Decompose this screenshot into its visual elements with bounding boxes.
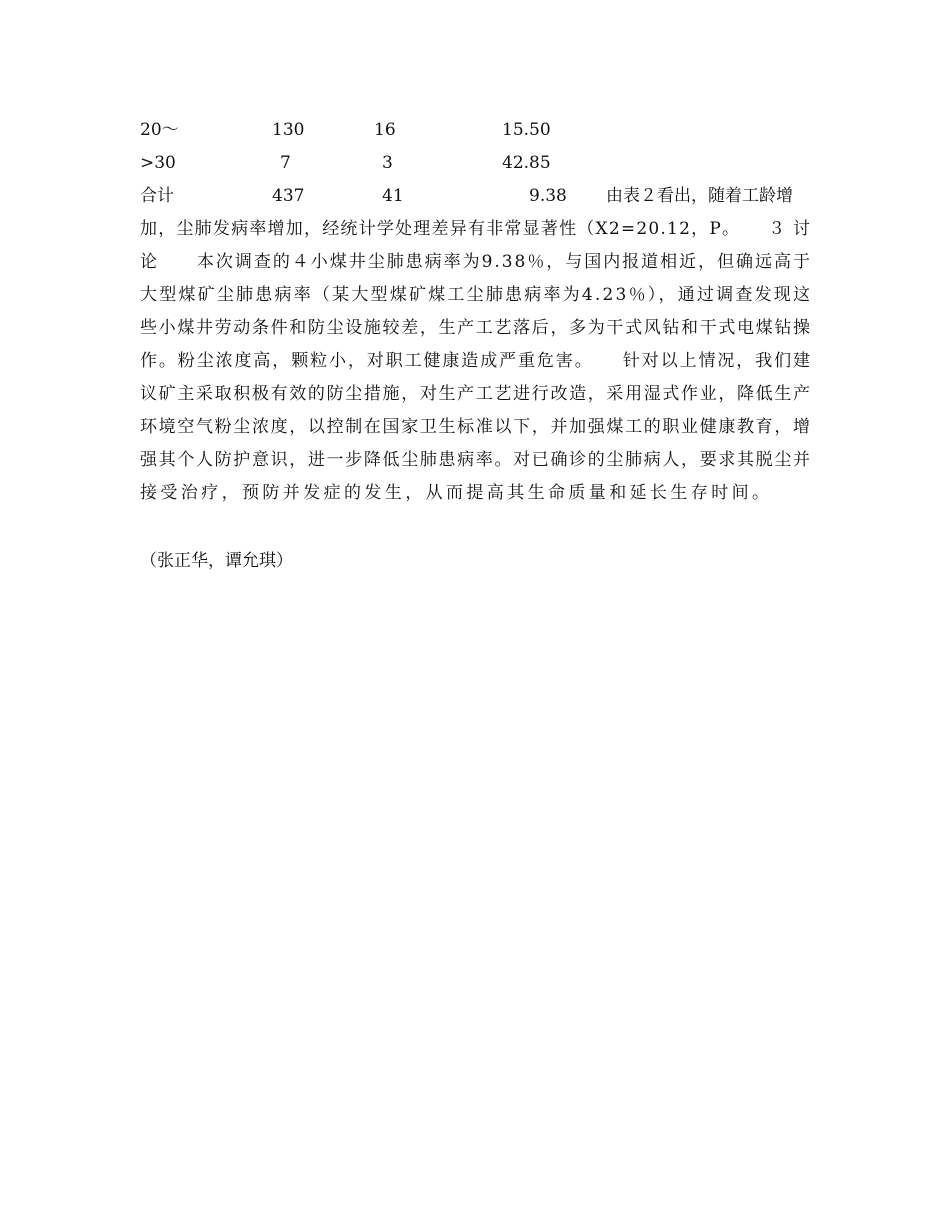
- paragraph-start: 由表２看出，随着工龄增: [606, 186, 793, 206]
- row-label: >30: [140, 153, 176, 173]
- row-label: 20～: [140, 120, 179, 140]
- row-cases: 3: [382, 153, 393, 173]
- total-label: 合计: [140, 186, 174, 206]
- total-cases: 41: [382, 186, 404, 206]
- body-line: 大型煤矿尘肺患病率（某大型煤矿煤工尘肺患病率为4.23％），通过调查发现这: [140, 285, 813, 305]
- table-row: [140, 147, 810, 180]
- row-total: 130: [272, 120, 305, 140]
- body-line: 接受治疗，预防并发症的发生，从而提高其生命质量和延长生存时间。: [140, 483, 773, 503]
- table-total-row: [140, 180, 810, 213]
- body-line: 加，尘肺发病率增加，经统计学处理差异有非常显著性（X2=20.12，P。 ３ 讨: [140, 219, 812, 239]
- body-line: 强其个人防护意识，进一步降低尘肺患病率。对已确诊的尘肺病人，要求其脱尘并: [140, 450, 812, 470]
- body-line: 论 本次调查的４小煤井尘肺患病率为9.38％，与国内报道相近，但确远高于: [140, 252, 812, 272]
- table-row: [140, 114, 810, 147]
- body-line: 环境空气粉尘浓度，以控制在国家卫生标准以下，并加强煤工的职业健康教育，增: [140, 417, 812, 437]
- row-total: 7: [280, 153, 291, 173]
- row-rate: 15.50: [502, 120, 551, 140]
- total-count: 437: [272, 186, 305, 206]
- author-line: （张正华，谭允琪）: [140, 551, 293, 571]
- row-cases: 16: [374, 120, 396, 140]
- body-line: 作。粉尘浓度高，颗粒小，对职工健康造成严重危害。 针对以上情况，我们建: [140, 351, 812, 371]
- row-rate: 42.85: [502, 153, 551, 173]
- body-line: 议矿主采取积极有效的防尘措施，对生产工艺进行改造，采用湿式作业，降低生产: [140, 384, 812, 404]
- total-rate: 9.38: [529, 186, 567, 206]
- body-line: 些小煤井劳动条件和防尘设施较差，生产工艺落后，多为干式风钻和干式电煤钻操: [140, 318, 812, 338]
